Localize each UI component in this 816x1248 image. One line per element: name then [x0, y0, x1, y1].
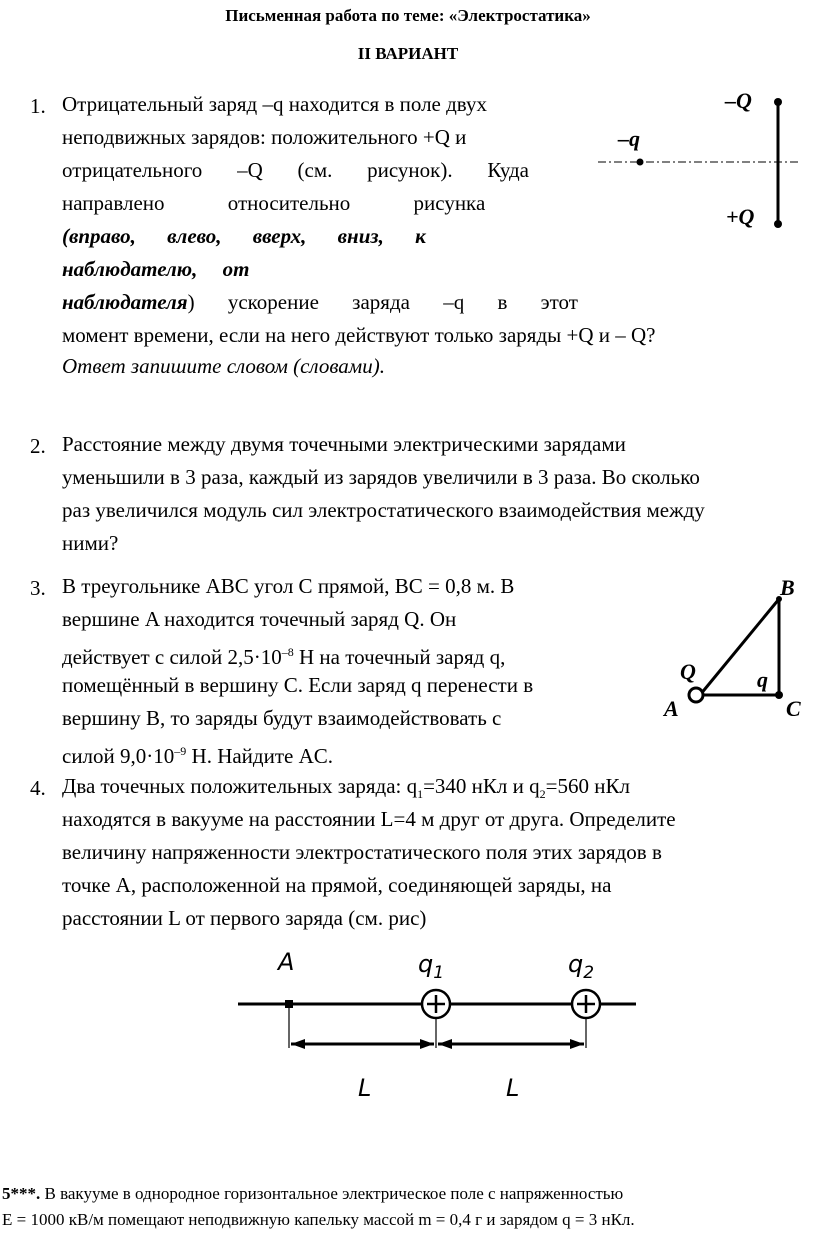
problem3-line1: В треугольнике ABC угол C прямой, BC = 0,8 м. В — [62, 574, 515, 598]
problem3-line4: помещённый в вершину C. Если заряд q перенести в — [62, 673, 534, 697]
problem1-line2: неподвижных зарядов: положительного +Q и — [62, 125, 467, 149]
problem3-line3-b: Н на точечный заряд q, — [293, 645, 506, 669]
problem1-number: 1. — [30, 94, 46, 118]
problem2-line3: раз увеличился модуль сил электростатического взаимодействия между — [62, 498, 705, 522]
problem1-line4: направлено относительно рисунка — [62, 191, 486, 215]
problem1-line7-emph: наблюдателя — [62, 290, 188, 314]
problem2-line1: Расстояние между двумя точечными электрическими зарядами — [62, 432, 626, 456]
label-C: C — [786, 696, 801, 721]
negative-charge-dot — [637, 159, 644, 166]
label-L1: L — [358, 1074, 372, 1102]
problem1-line7 — [62, 286, 578, 319]
problem3-line6 — [62, 735, 333, 773]
problem4-number: 4. — [30, 776, 46, 800]
label-L2: L — [506, 1074, 520, 1102]
problem2-number: 2. — [30, 434, 46, 458]
problem3-number: 3. — [30, 576, 46, 600]
problem1-line7-rest: ) ускорение заряда –q в этот — [187, 290, 578, 314]
top-charge-dot — [774, 98, 782, 106]
problem1-figure — [590, 86, 816, 236]
arrow-L2-left — [438, 1039, 452, 1049]
problem2-line4: ними? — [62, 531, 119, 555]
problem4-line1-sub1: 1 — [417, 787, 424, 802]
problem1-line3: отрицательного –Q (см. рисунок). Куда — [62, 158, 529, 182]
label-q1-sub: 1 — [433, 963, 445, 983]
problem4-figure — [230, 940, 650, 1110]
problem3-line3-a: действует с силой 2,5·10 — [62, 645, 282, 669]
label-Q: Q — [680, 659, 696, 684]
label-q1-letter: q — [418, 950, 434, 978]
label-q2 — [568, 950, 594, 983]
label-plus-Q: +Q — [726, 204, 755, 229]
label-q: q — [757, 667, 768, 692]
arrow-L2-right — [570, 1039, 584, 1049]
problem1-line8: момент времени, если на него действуют только заряды +Q и – Q? — [62, 323, 656, 347]
label-A: A — [664, 696, 679, 721]
problem4-line5: расстоянии L от первого заряда (см. рис) — [62, 906, 427, 930]
problem3-line6-exp: –9 — [174, 744, 187, 758]
problem3-line6-a: силой 9,0·10 — [62, 744, 175, 768]
variant-heading: II ВАРИАНТ — [357, 44, 459, 63]
point-A — [285, 1000, 293, 1008]
problem4-line1-c: =560 нКл — [545, 774, 630, 798]
arrow-L1-left — [291, 1039, 305, 1049]
problem3-triangle-figure — [660, 575, 810, 725]
label-q2-sub: 2 — [583, 963, 595, 983]
label-A: A — [278, 948, 295, 976]
problem5-line1 — [2, 1180, 623, 1208]
problem3-line6-b: Н. Найдите AC. — [186, 744, 334, 768]
problem4-line1-sub2: 2 — [539, 787, 546, 802]
problem4-line4: точке А, расположенной на прямой, соединяющей заряды, на — [62, 873, 612, 897]
problem4-line1-b: =340 нКл и q — [423, 774, 540, 798]
problem1-line9: Ответ запишите словом (словами). — [62, 354, 385, 378]
bottom-charge-dot — [774, 220, 782, 228]
vertex-C-dot — [775, 691, 783, 699]
problem1-line1: Отрицательный заряд –q находится в поле двух — [62, 92, 488, 116]
problem5-line1-text: В вакууме в однородное горизонтальное электрическое поле с напряженностью — [40, 1184, 624, 1203]
label-B: B — [780, 575, 795, 600]
problem4-line3: величину напряженности электростатического поля этих зарядов в — [62, 840, 662, 864]
label-minus-Q: –Q — [725, 88, 752, 113]
problem3-line3-exp: –8 — [281, 645, 294, 659]
problem3-line2: вершине A находится точечный заряд Q. Он — [62, 607, 457, 631]
label-q2-letter: q — [568, 950, 584, 978]
problem1-line6: наблюдателю, от — [62, 257, 250, 281]
problem1-line5: (вправо, влево, вверх, вниз, к — [62, 224, 426, 248]
label-q1 — [418, 950, 444, 983]
problem5-line2: E = 1000 кВ/м помещают неподвижную капельку массой m = 0,4 г и зарядом q = 3 нКл. — [2, 1210, 635, 1229]
document-title: Письменная работа по теме: «Электростатика» — [225, 6, 591, 25]
label-minus-q: –q — [618, 126, 640, 151]
problem4-line2: находятся в вакууме на расстоянии L=4 м друг от друга. Определите — [62, 807, 676, 831]
problem2-line2: уменьшили в 3 раза, каждый из зарядов увеличили в 3 раза. Во сколько — [62, 465, 700, 489]
problem4-line1-a: Два точечных положительных заряда: q — [62, 774, 418, 798]
problem3-line5: вершину B, то заряды будут взаимодействовать с — [62, 706, 502, 730]
problem5-number: 5***. — [2, 1184, 41, 1203]
arrow-L1-right — [420, 1039, 434, 1049]
charge-Q-circle — [689, 688, 703, 702]
